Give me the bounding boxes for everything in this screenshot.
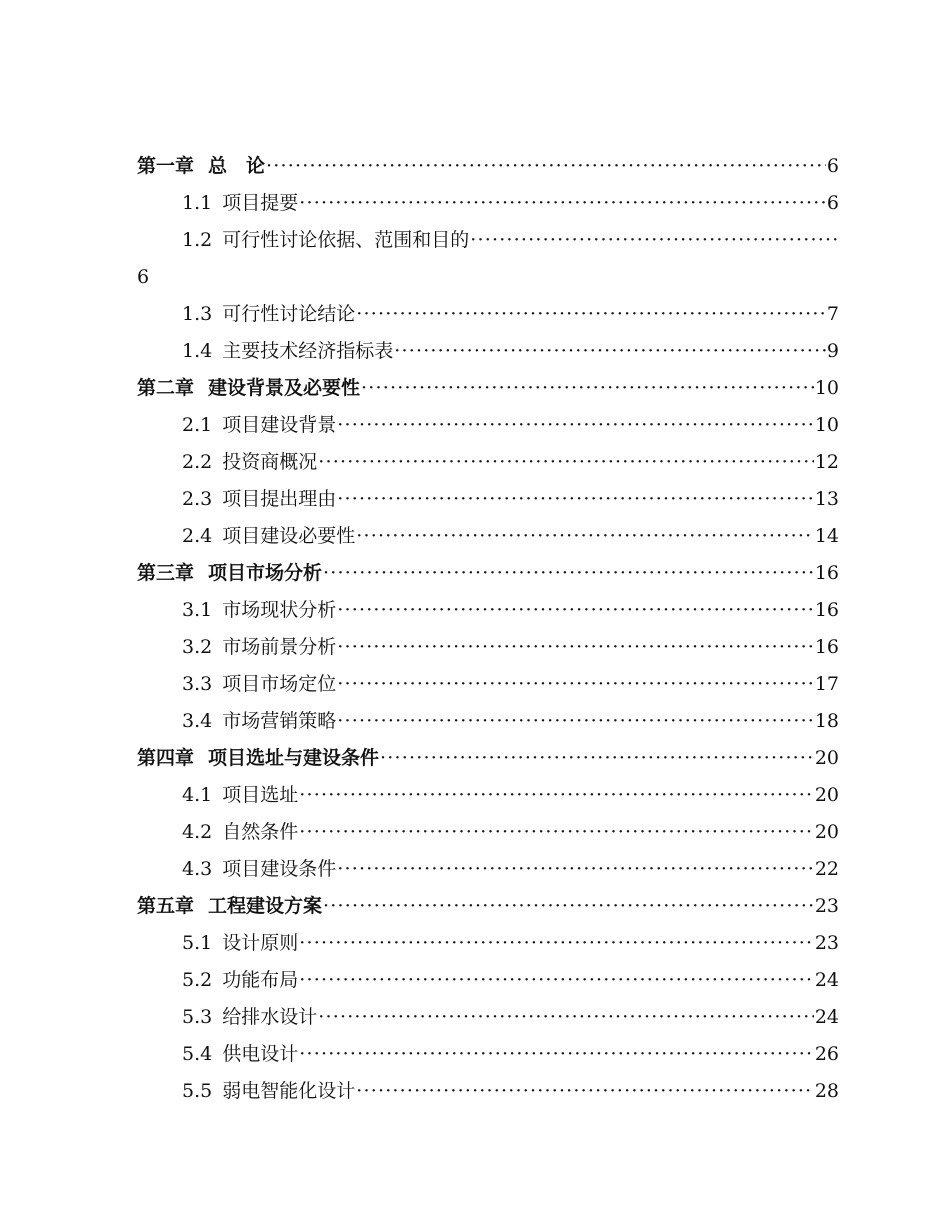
dot-leader — [337, 592, 814, 629]
toc-page-number: 24 — [814, 1006, 839, 1028]
toc-section-entry[interactable] — [0, 629, 839, 666]
toc-section-entry[interactable] — [0, 814, 839, 851]
dot-leader — [299, 814, 814, 851]
toc-section-number: 2.1 — [182, 414, 213, 436]
toc-section-title: 供电设计 — [222, 1043, 299, 1065]
toc-section-number: 3.1 — [182, 599, 213, 621]
toc-section-number: 1.3 — [182, 303, 213, 325]
dot-leader — [337, 629, 814, 666]
dot-leader — [337, 851, 814, 888]
dot-leader — [337, 481, 814, 518]
toc-page-number: 23 — [814, 895, 839, 917]
toc-chapter-number: 第五章 — [137, 895, 195, 917]
toc-section-title: 设计原则 — [222, 932, 299, 954]
toc-section-title: 项目建设条件 — [222, 858, 337, 880]
toc-section-entry[interactable] — [0, 703, 839, 740]
toc-section-entry[interactable] — [0, 222, 839, 259]
toc-section-entry[interactable] — [0, 185, 839, 222]
toc-chapter-entry[interactable] — [0, 740, 839, 777]
dot-leader — [394, 333, 826, 370]
toc-chapter-entry[interactable] — [0, 555, 839, 592]
dot-leader — [318, 999, 814, 1036]
toc-section-entry[interactable] — [0, 518, 839, 555]
toc-section-title: 项目提出理由 — [222, 488, 337, 510]
dot-leader — [380, 740, 814, 777]
toc-section-title: 主要技术经济指标表 — [222, 340, 394, 362]
toc-section-title: 项目建设必要性 — [222, 525, 356, 547]
toc-section-entry[interactable] — [0, 407, 839, 444]
toc-section-entry[interactable] — [0, 333, 839, 370]
toc-section-entry[interactable] — [0, 962, 839, 999]
dot-leader — [356, 518, 814, 555]
toc-chapter-number: 第二章 — [137, 377, 195, 399]
toc-section-title: 可行性讨论依据、范围和目的 — [222, 229, 470, 251]
toc-section-entry[interactable] — [0, 1036, 839, 1073]
toc-section-title: 市场现状分析 — [222, 599, 337, 621]
toc-page-number: 16 — [814, 599, 839, 621]
toc-chapter-title: 项目市场分析 — [208, 562, 323, 584]
toc-page-number: 6 — [826, 155, 839, 177]
toc-page-number: 22 — [814, 858, 839, 880]
toc-section-number: 5.4 — [182, 1043, 213, 1065]
toc-page-number: 24 — [814, 969, 839, 991]
toc-chapter-entry[interactable] — [0, 370, 839, 407]
toc-section-title: 项目选址 — [222, 784, 299, 806]
toc-section-number: 5.5 — [182, 1080, 213, 1102]
toc-section-entry[interactable] — [0, 592, 839, 629]
toc-page-number: 9 — [826, 340, 839, 362]
dot-leader — [299, 777, 814, 814]
toc-section-entry[interactable] — [0, 777, 839, 814]
toc-section-entry[interactable] — [0, 999, 839, 1036]
toc-section-entry[interactable] — [0, 1073, 839, 1110]
dot-leader — [337, 703, 814, 740]
toc-section-number: 5.1 — [182, 932, 213, 954]
table-of-contents — [0, 148, 950, 1110]
toc-chapter-number: 第三章 — [137, 562, 195, 584]
dot-leader — [337, 666, 814, 703]
toc-page-number: 18 — [814, 710, 839, 732]
toc-section-title: 自然条件 — [222, 821, 299, 843]
toc-page-number: 28 — [814, 1080, 839, 1102]
toc-page-number: 16 — [814, 636, 839, 658]
toc-section-entry[interactable] — [0, 925, 839, 962]
toc-page-number: 10 — [814, 414, 839, 436]
dot-leader — [337, 407, 814, 444]
toc-section-number: 5.2 — [182, 969, 213, 991]
toc-section-entry[interactable] — [0, 444, 839, 481]
toc-section-entry[interactable] — [0, 666, 839, 703]
toc-page-number: 20 — [814, 747, 839, 769]
toc-chapter-entry[interactable] — [0, 888, 839, 925]
toc-chapter-number: 第一章 — [137, 155, 195, 177]
toc-section-title: 弱电智能化设计 — [222, 1080, 356, 1102]
dot-leader — [323, 888, 814, 925]
toc-chapter-title: 项目选址与建设条件 — [208, 747, 380, 769]
toc-section-title: 项目建设背景 — [222, 414, 337, 436]
toc-section-number: 4.3 — [182, 858, 213, 880]
dot-leader — [299, 962, 814, 999]
toc-section-title: 项目市场定位 — [222, 673, 337, 695]
toc-section-title: 项目提要 — [222, 192, 299, 214]
toc-page-number: 7 — [826, 303, 839, 325]
toc-page-number: 23 — [814, 932, 839, 954]
toc-section-number: 3.4 — [182, 710, 213, 732]
toc-section-number: 5.3 — [182, 1006, 213, 1028]
toc-page-number: 14 — [814, 525, 839, 547]
toc-section-number: 4.1 — [182, 784, 213, 806]
toc-section-title: 投资商概况 — [222, 451, 318, 473]
toc-page-number: 12 — [814, 451, 839, 473]
toc-chapter-title: 建设背景及必要性 — [208, 377, 361, 399]
dot-leader — [299, 1036, 814, 1073]
dot-leader — [299, 925, 814, 962]
toc-section-entry[interactable] — [0, 296, 839, 333]
toc-chapter-number: 第四章 — [137, 747, 195, 769]
toc-section-number: 3.2 — [182, 636, 213, 658]
toc-chapter-title: 总 论 — [208, 155, 266, 177]
dot-leader — [266, 148, 826, 185]
toc-section-number: 2.3 — [182, 488, 213, 510]
toc-section-title: 给排水设计 — [222, 1006, 318, 1028]
toc-section-number: 1.4 — [182, 340, 213, 362]
toc-section-number: 2.2 — [182, 451, 213, 473]
toc-section-number: 1.2 — [182, 229, 213, 251]
toc-page-number: 6 — [137, 266, 150, 288]
toc-section-title: 市场前景分析 — [222, 636, 337, 658]
toc-page-number: 10 — [814, 377, 839, 399]
dot-leader — [323, 555, 814, 592]
toc-section-number: 3.3 — [182, 673, 213, 695]
dot-leader — [299, 185, 826, 222]
toc-section-number: 1.1 — [182, 192, 213, 214]
toc-section-title: 市场营销策略 — [222, 710, 337, 732]
toc-section-entry[interactable] — [0, 481, 839, 518]
toc-section-number: 2.4 — [182, 525, 213, 547]
toc-section-title: 功能布局 — [222, 969, 299, 991]
dot-leader — [318, 444, 814, 481]
toc-page-number: 20 — [814, 821, 839, 843]
dot-leader — [356, 296, 826, 333]
toc-section-number: 4.2 — [182, 821, 213, 843]
toc-page-number: 26 — [814, 1043, 839, 1065]
dot-leader — [356, 1073, 814, 1110]
toc-section-entry[interactable] — [0, 851, 839, 888]
toc-page-number: 13 — [814, 488, 839, 510]
toc-page-number: 16 — [814, 562, 839, 584]
toc-section-title: 可行性讨论结论 — [222, 303, 356, 325]
dot-leader — [470, 222, 839, 259]
toc-page-number: 17 — [814, 673, 839, 695]
toc-chapter-title: 工程建设方案 — [208, 895, 323, 917]
toc-chapter-entry[interactable] — [0, 148, 839, 185]
toc-page-number: 6 — [826, 192, 839, 214]
toc-section-entry-continued[interactable] — [0, 259, 839, 296]
dot-leader — [361, 370, 814, 407]
toc-page-number: 20 — [814, 784, 839, 806]
